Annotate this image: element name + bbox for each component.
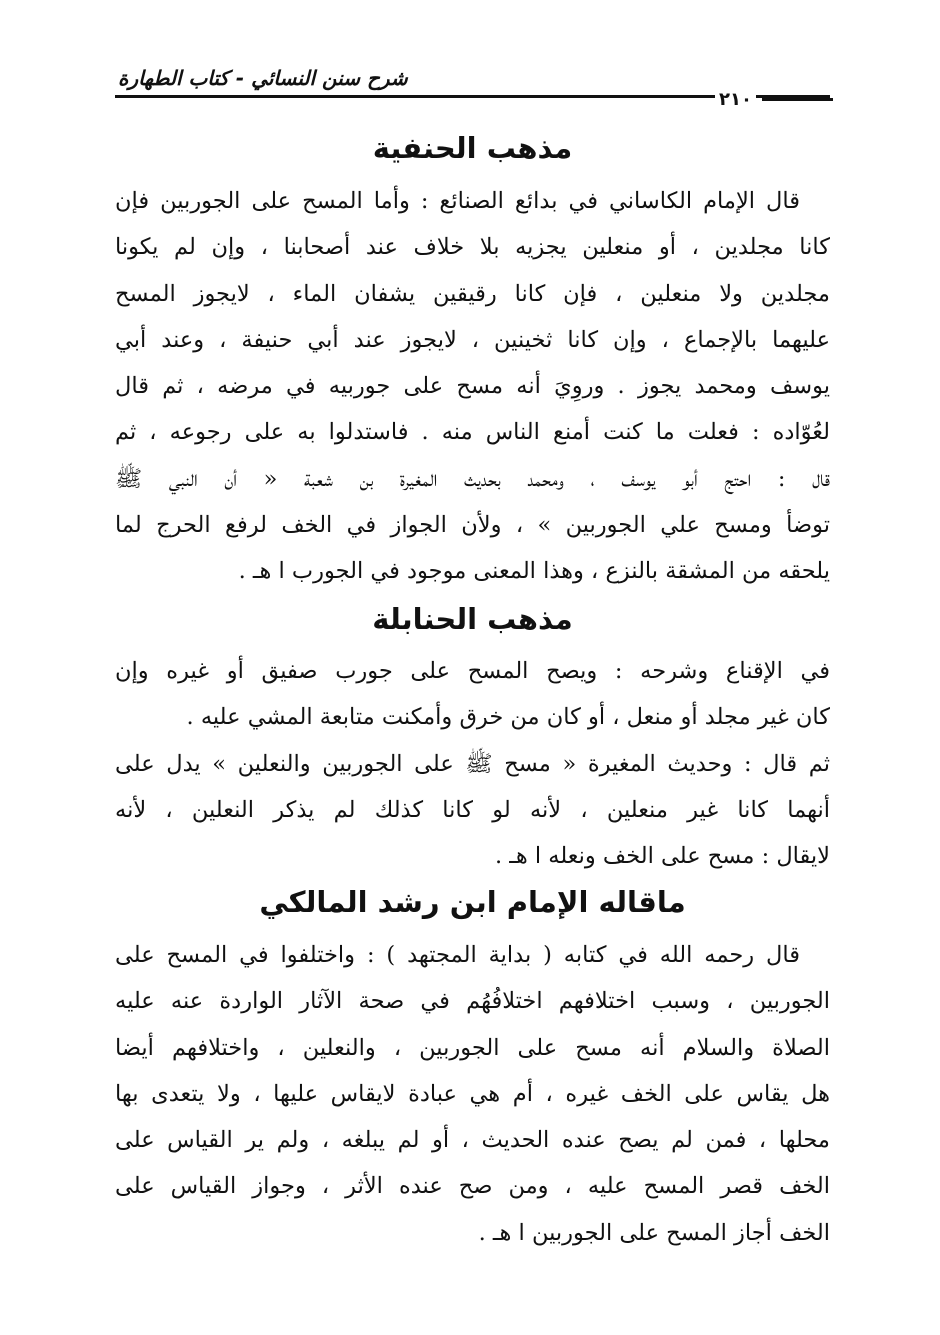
text-line: توضأ ومسح علي الجوربين » ، ولأن الجواز في الخف لرفع الحرج لما	[115, 512, 830, 539]
paragraph-ibn-rushd	[115, 932, 830, 1256]
text-line: مجلدين ولا منعلين ، فإن كانا رقيقين يشفان الماء ، لايجوز المسح	[115, 280, 830, 307]
text-line: الصلاة والسلام أنه مسح على الجوربين ، والنعلين ، واختلافهم أيضا	[115, 1034, 830, 1061]
paragraph-hanafi	[115, 178, 830, 595]
text-line: يوسف ومحمد يجوز . وروِيَ أنه مسح على جوربيه في مرضه ، ثم قال	[115, 373, 830, 400]
text-line: كانا مجلدين ، أو منعلين يجزيه بلا خلاف عند أصحابنا ، وإن لم يكونا	[115, 234, 830, 261]
text-line: الخف أجاز المسح على الجوربين ا هـ .	[478, 1219, 830, 1246]
section-title-hanbali: مذهب الحنابلة	[372, 602, 573, 636]
text-line: قال رحمه الله في كتابه ( بداية المجتهد ) : واختلفوا في المسح على	[115, 942, 800, 968]
text-line: قال : احتج أبو يوسف ، ومحمد بحديث المغيرة بن شعبة « أن النبي ﷺ	[115, 465, 830, 492]
paragraph-hanbali	[115, 648, 830, 879]
text-line: الجوربين ، وسبب اختلافهم اختلافُهُم في صحة الآثار الواردة عنه عليه	[115, 988, 830, 1015]
page-number-dash	[762, 98, 833, 101]
section-title-ibn-rushd: ماقاله الإمام ابن رشد المالكي	[259, 885, 686, 919]
text-line: الخف قصر المسح عليه ، ومن صح عنده الأثر ، وجواز القياس على	[115, 1173, 830, 1200]
text-line: محلها ، فمن لم يصح عنده الحديث ، أو لم يبلغه ، ولم ير القياس على	[115, 1127, 830, 1154]
text-line: هل يقاس على الخف غيره ، أم هي عبادة لايقاس عليها ، ولا يتعدى بها	[115, 1080, 830, 1107]
text-line: قال الإمام الكاساني في بدائع الصنائع : وأما المسح على الجوربين فإن	[115, 188, 800, 214]
text-line: عليهما بالإجماع ، وإن كانا ثخينين ، لايجوز عند أبي حنيفة ، وعند أبي	[115, 326, 830, 353]
page-number-area	[715, 86, 833, 112]
text-line: ثم قال : وحديث المغيرة « مسح ﷺ على الجوربين والنعلين » يدل على	[115, 750, 830, 777]
page-number: ٢١٠	[715, 89, 756, 110]
text-line: لايقال : مسح على الخف ونعله ا هـ .	[494, 843, 830, 870]
text-line: في الإقناع وشرحه : ويصح المسح على جورب صفيق أو غيره وإن	[115, 658, 830, 684]
section-title-hanafi: مذهب الحنفية	[372, 131, 573, 165]
text-line: يلحقه من المشقة بالنزع ، وهذا المعنى موجود في الجورب ا هـ .	[238, 558, 830, 585]
text-line: أنهما كانا غير منعلين ، لأنه لو كانا كذلك لم يذكر النعلين ، لأنه	[115, 796, 830, 823]
text-line: كان غير مجلد أو منعل ، أو كان من خرق وأمكنت متابعة المشي عليه .	[186, 704, 830, 731]
running-title: شرح سنن النسائي - كتاب الطهارة	[118, 66, 408, 90]
text-line: لعُوّاده : فعلت ما كنت أمنع الناس منه . فاستدلوا به على رجوعه ، ثم	[115, 419, 830, 446]
